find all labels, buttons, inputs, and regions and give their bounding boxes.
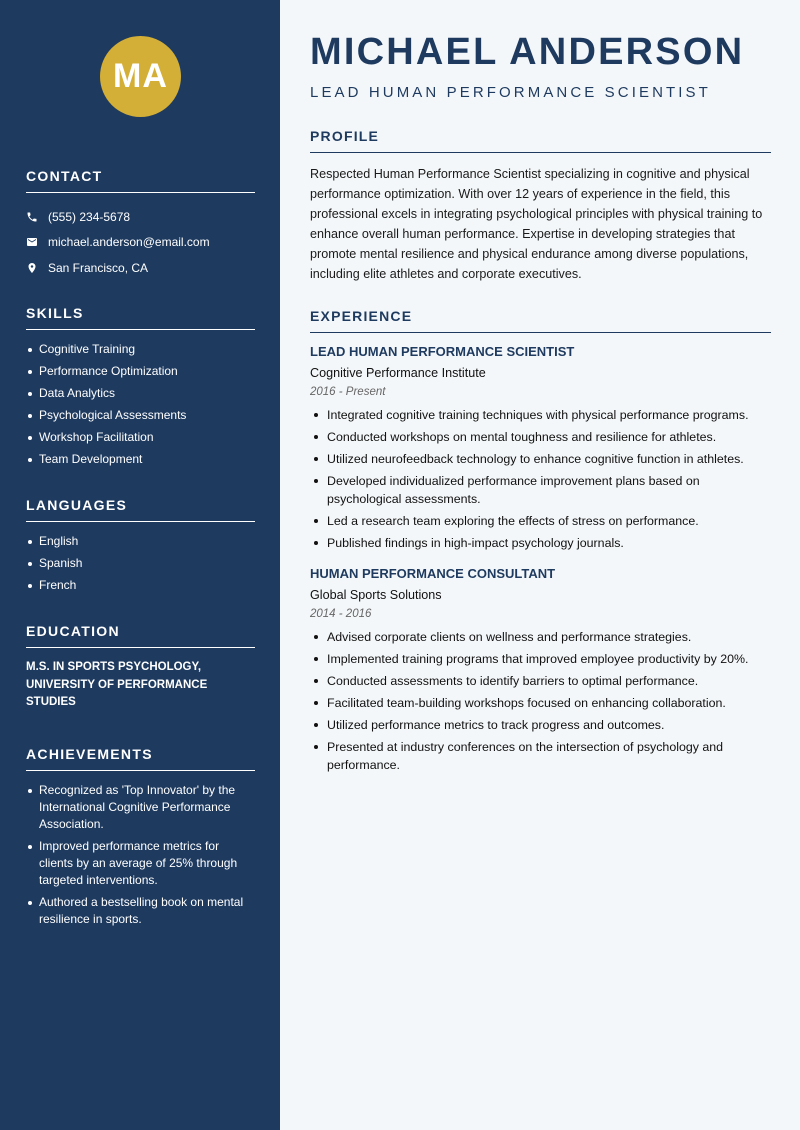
job-bullet: Facilitated team-building workshops focused on enhancing collaboration.	[310, 694, 771, 712]
language-item: English	[26, 533, 255, 550]
skills-section	[26, 305, 255, 473]
contact-phone	[26, 204, 255, 230]
experience-entry	[310, 566, 771, 774]
phone-icon	[26, 211, 48, 223]
job-bullet: Implemented training programs that improved employee productivity by 20%.	[310, 650, 771, 668]
achievements-list	[26, 782, 255, 928]
job-bullet: Presented at industry conferences on the intersection of psychology and performance.	[310, 738, 771, 774]
job-bullets	[310, 406, 771, 552]
job-bullet: Led a research team exploring the effects of stress on performance.	[310, 512, 771, 530]
job-role: HUMAN PERFORMANCE CONSULTANT	[310, 566, 556, 581]
email-text[interactable]: michael.anderson@email.com	[48, 235, 210, 250]
skill-item: Performance Optimization	[26, 363, 255, 380]
avatar	[100, 36, 181, 117]
profile-heading: PROFILE	[310, 128, 771, 153]
job-bullet: Utilized performance metrics to track progress and outcomes.	[310, 716, 771, 734]
location-pin-icon	[26, 262, 48, 274]
job-bullets	[310, 628, 771, 774]
candidate-title: LEAD HUMAN PERFORMANCE SCIENTIST	[310, 84, 711, 101]
achievement-item: Authored a bestselling book on mental resilience in sports.	[26, 894, 255, 928]
job-bullet: Conducted assessments to identify barriers to optimal performance.	[310, 672, 771, 690]
skill-item: Cognitive Training	[26, 341, 255, 358]
skill-item: Data Analytics	[26, 385, 255, 402]
achievements-heading: ACHIEVEMENTS	[26, 746, 255, 771]
job-company: Global Sports Solutions	[310, 588, 442, 602]
experience-heading: EXPERIENCE	[310, 308, 771, 333]
job-bullet: Developed individualized performance improvement plans based on psychological assessments.	[310, 472, 771, 508]
email-icon	[26, 236, 48, 248]
language-item: Spanish	[26, 555, 255, 572]
contact-location	[26, 255, 255, 281]
skill-item: Workshop Facilitation	[26, 429, 255, 446]
location-text: San Francisco, CA	[48, 260, 149, 275]
job-role: LEAD HUMAN PERFORMANCE SCIENTIST	[310, 344, 575, 359]
skill-item: Team Development	[26, 451, 255, 468]
achievements-section	[26, 746, 255, 933]
profile-text: Respected Human Performance Scientist specializing in cognitive and physical performance optimization. With over 12 years of experience in the field, this professional excels in integrating psychological principles with physical training to enhance overall human performance. Expertise in developing strategies that promote mental resilience and physical endurance among diverse populations, including elite athletes and corporate executives.	[310, 167, 763, 281]
achievement-item: Recognized as 'Top Innovator' by the International Cognitive Performance Association.	[26, 782, 255, 833]
languages-heading: LANGUAGES	[26, 497, 255, 522]
education-heading: EDUCATION	[26, 623, 255, 648]
skills-heading: SKILLS	[26, 305, 255, 330]
job-company: Cognitive Performance Institute	[310, 366, 486, 380]
job-bullet: Utilized neurofeedback technology to enhance cognitive function in athletes.	[310, 450, 771, 468]
contact-section	[26, 168, 255, 281]
education-section	[26, 623, 255, 712]
experience-section	[310, 308, 771, 788]
job-dates: 2014 - 2016	[310, 608, 372, 620]
job-dates: 2016 - Present	[310, 386, 386, 398]
experience-entry	[310, 344, 771, 552]
job-bullet: Integrated cognitive training techniques with physical performance programs.	[310, 406, 771, 424]
contact-heading: CONTACT	[26, 168, 255, 193]
job-bullet: Advised corporate clients on wellness and performance strategies.	[310, 628, 771, 646]
languages-list	[26, 533, 255, 594]
avatar-initials: MA	[113, 57, 168, 95]
languages-section	[26, 497, 255, 599]
achievement-item: Improved performance metrics for clients by an average of 25% through targeted interventions.	[26, 838, 255, 889]
education-degree: M.S. IN SPORTS PSYCHOLOGY, UNIVERSITY OF PERFORMANCE STUDIES	[26, 661, 208, 708]
language-item: French	[26, 577, 255, 594]
contact-email	[26, 230, 255, 256]
job-bullet: Conducted workshops on mental toughness and resilience for athletes.	[310, 428, 771, 446]
candidate-name: MICHAEL ANDERSON	[310, 31, 745, 73]
phone-text[interactable]: (555) 234-5678	[48, 209, 131, 224]
job-bullet: Published findings in high-impact psychology journals.	[310, 534, 771, 552]
skill-item: Psychological Assessments	[26, 407, 255, 424]
profile-section	[310, 128, 771, 284]
skills-list	[26, 341, 255, 468]
sidebar	[0, 0, 280, 1130]
